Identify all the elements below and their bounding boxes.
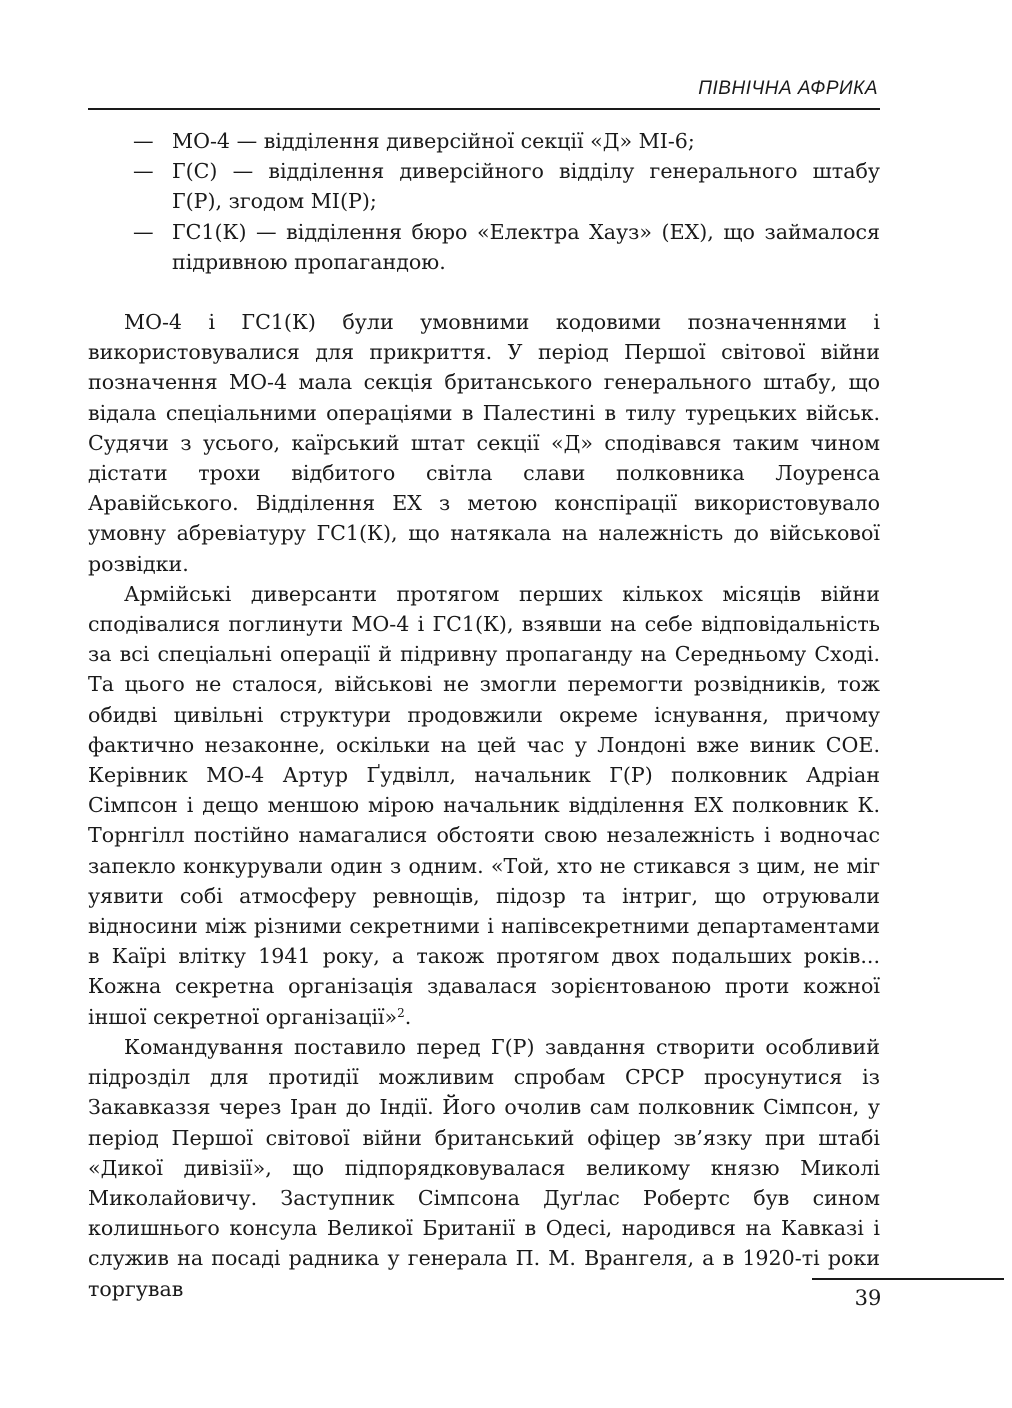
paragraph-1: МО-4 і ГС1(К) були умовними кодовими позначеннями і використовувалися для прикриття. У період Першої світової війни позначення МО-4 мала секція британського генерального штабу, що відала спеціальними операціями в Палестині в тилу турецьких військ. Судячи з усього, каїрський штат секції «Д» сподівався таким чином дістати трохи відбитого світла слави полковника Лоуренса Аравійського. Відділення ЕХ з метою конспірації використовувало умовну абревіатуру ГС1(К), що натякала на належність до військової розвідки. (88, 310, 880, 576)
paragraph-3: Командування поставило перед Г(Р) завдання створити особливий підрозділ для протидії можливим спробам СРСР просунутися із Закавказзя через Іран до Індії. Його очолив сам полковник Сімпсон, у період Першої світової війни британський офіцер зв’язку при штабі «Дикої дивізії», що підпорядковувалася великому князю Миколі Миколайовичу. Заступник Сімпсона Дуґлас Робертс був сином колишнього консула Великої Британії в Одесі, народився на Кавказі і служив на посаді радника у генерала П. М. Врангеля, а в 1920-ті роки торгував (88, 1034, 880, 1301)
dash-bullet: — (133, 219, 154, 244)
footnote-marker[interactable]: 2 (397, 1005, 405, 1020)
page-number: 39 (854, 1286, 882, 1310)
list-item-text: ГС1(К) — відділення бюро «Електра Хауз» (ЕХ), що займалося підривною пропагандою. (172, 219, 880, 274)
dash-list (88, 126, 880, 277)
running-head (88, 76, 880, 110)
page-body (88, 126, 880, 1304)
paragraph-2 (88, 579, 880, 1032)
running-head-title: ПІВНІЧНА АФРИКА (698, 78, 878, 99)
section-spacer (88, 277, 880, 307)
footer-rule (812, 1278, 1004, 1280)
list-item (88, 126, 880, 156)
dash-bullet: — (133, 159, 154, 184)
list-item-text: МО-4 — відділення диверсійної секції «Д» МІ-6; (172, 129, 695, 153)
dash-bullet: — (133, 129, 154, 153)
paragraph-2-end: . (404, 1004, 412, 1029)
paragraph-2-text: Армійські диверсанти протягом перших кількох місяців війни сподівалися поглинути МО-4 і ГС1(К), взявши на себе відповідальність за всі спеціальні операції й підривну пропаганду на Середньому Сході. Та цього не сталося, військові не змогли перемогти розвідників, тож обидві цивільні структури продовжили окреме існування, причому фактично незаконне, оскільки на цей час у Лондоні вже виник СОЕ. Керівник МО-4 Артур Ґудвілл, начальник Г(Р) полковник Адріан Сімпсон і дещо меншою мірою начальник відділення ЕХ полковник К. Торнгілл постійно намагалися обстояти свою незалежність і водночас запекло конкурували один з одним. «Той, хто не стикався з цим, не міг уявити собі атмосферу ревнощів, підозр та інтриг, що отруювали відносини між різними секретними і напівсекретними департаментами в Каїрі влітку 1941 року, а також протягом двох подальших років... Кожна секретна організація здавалася зорієнтованою проти кожної іншої секретної організації» (88, 581, 880, 1029)
list-item-text: Г(С) — відділення диверсійного відділу генерального штабу Г(Р), згодом МІ(Р); (172, 159, 880, 214)
list-item (88, 156, 880, 216)
list-item (88, 217, 880, 277)
